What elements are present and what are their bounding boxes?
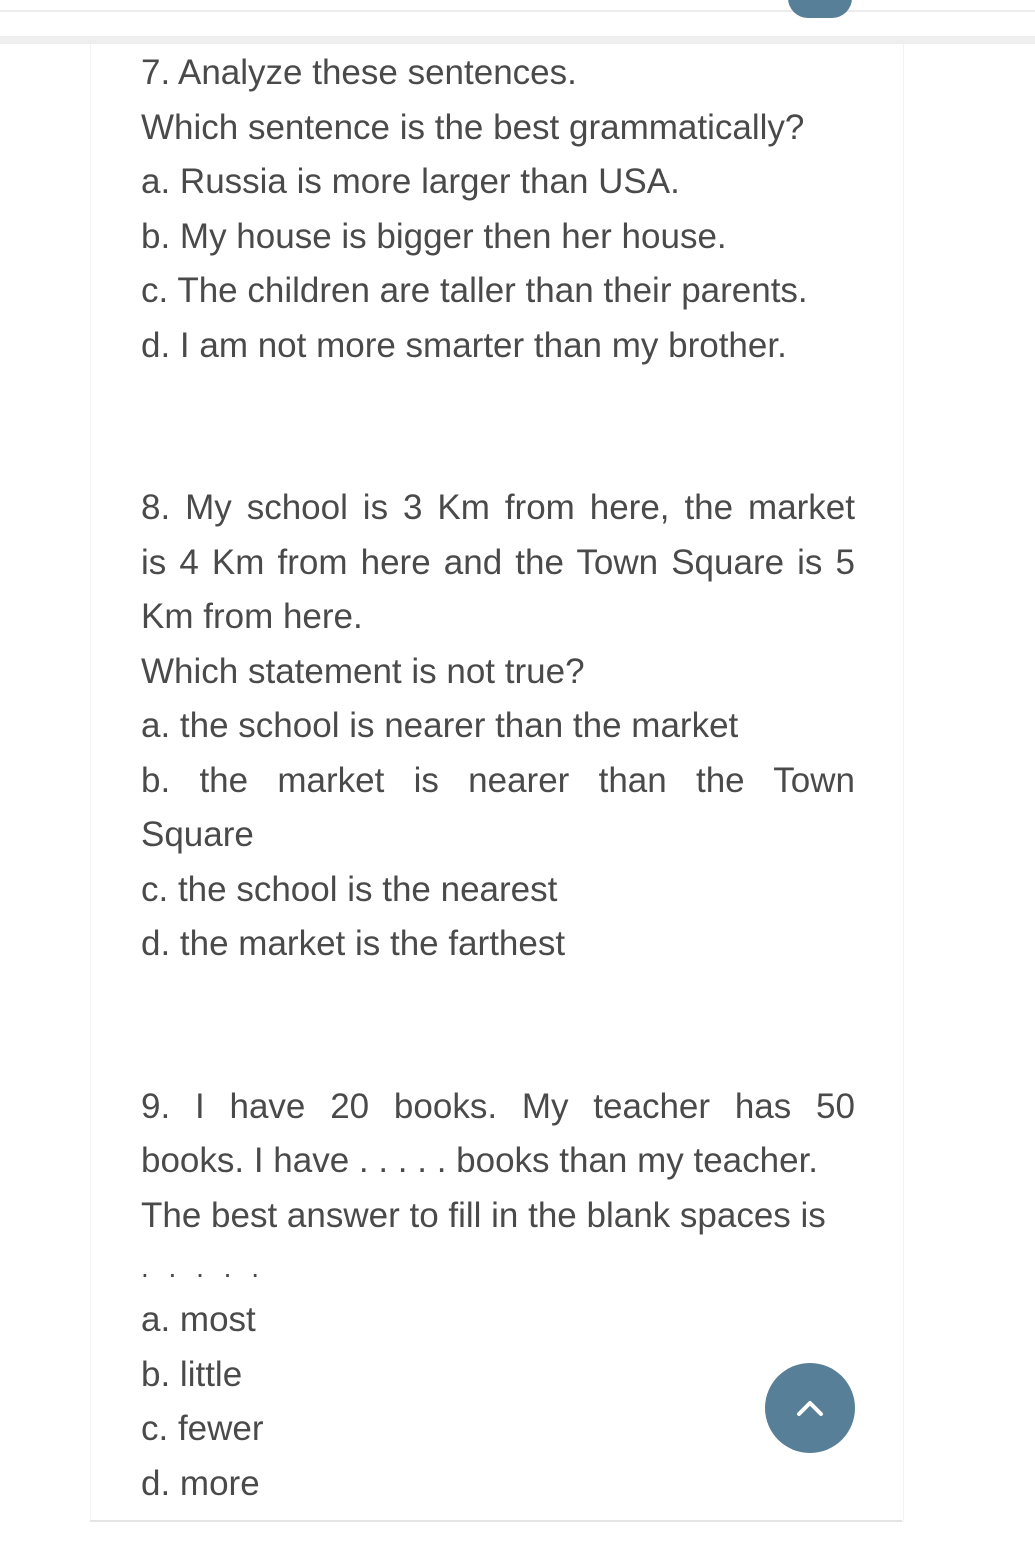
scroll-to-top-button[interactable] [765, 1363, 855, 1453]
question-9-blank: . . . . . [141, 1252, 266, 1283]
question-8-option-b-continued: Square [141, 815, 254, 854]
question-9-option-d: d. more [141, 1463, 260, 1503]
top-nav-tab[interactable] [788, 0, 852, 18]
top-divider [0, 10, 1035, 12]
question-8-option-c: c. the school is the nearest [141, 869, 558, 909]
question-8-text-line: 8. My school is 3 Km from here, the market [141, 488, 855, 527]
question-9-text-line: 9. I have 20 books. My teacher has 50 [141, 1086, 855, 1126]
question-8-option-d: d. the market is the farthest [141, 924, 566, 963]
question-8 [141, 481, 855, 972]
question-7 [141, 46, 855, 373]
question-9-option-c: c. fewer [141, 1409, 264, 1448]
question-9 [141, 1080, 855, 1512]
article-bottom-divider [90, 1520, 902, 1522]
article-content [141, 46, 855, 1511]
question-9-text-line: books. I have . . . . . books than my teacher. [141, 1141, 819, 1180]
question-8-text-line: Km from here. [141, 597, 363, 636]
question-8-option-a: a. the school is nearer than the market [141, 706, 739, 745]
question-9-option-a: a. most [141, 1300, 256, 1339]
question-7-option-c: c. The children are taller than their parents. [141, 271, 808, 310]
question-9-prompt: The best answer to fill in the blank spaces is [141, 1195, 826, 1235]
question-7-prompt: Which sentence is the best grammatically? [141, 107, 805, 147]
chevron-up-icon [795, 1398, 825, 1418]
question-7-title: 7. Analyze these sentences. [141, 53, 577, 92]
question-8-text-line: is 4 Km from here and the Town Square is 5 [141, 542, 855, 582]
question-8-prompt: Which statement is not true? [141, 651, 585, 691]
question-9-option-b: b. little [141, 1354, 243, 1394]
header-band [0, 36, 1035, 44]
question-7-option-d: d. I am not more smarter than my brother. [141, 325, 787, 365]
question-7-option-b: b. My house is bigger then her house. [141, 216, 727, 256]
question-8-option-b: b. the market is nearer than the Town [141, 760, 855, 800]
question-7-option-a: a. Russia is more larger than USA. [141, 162, 680, 201]
